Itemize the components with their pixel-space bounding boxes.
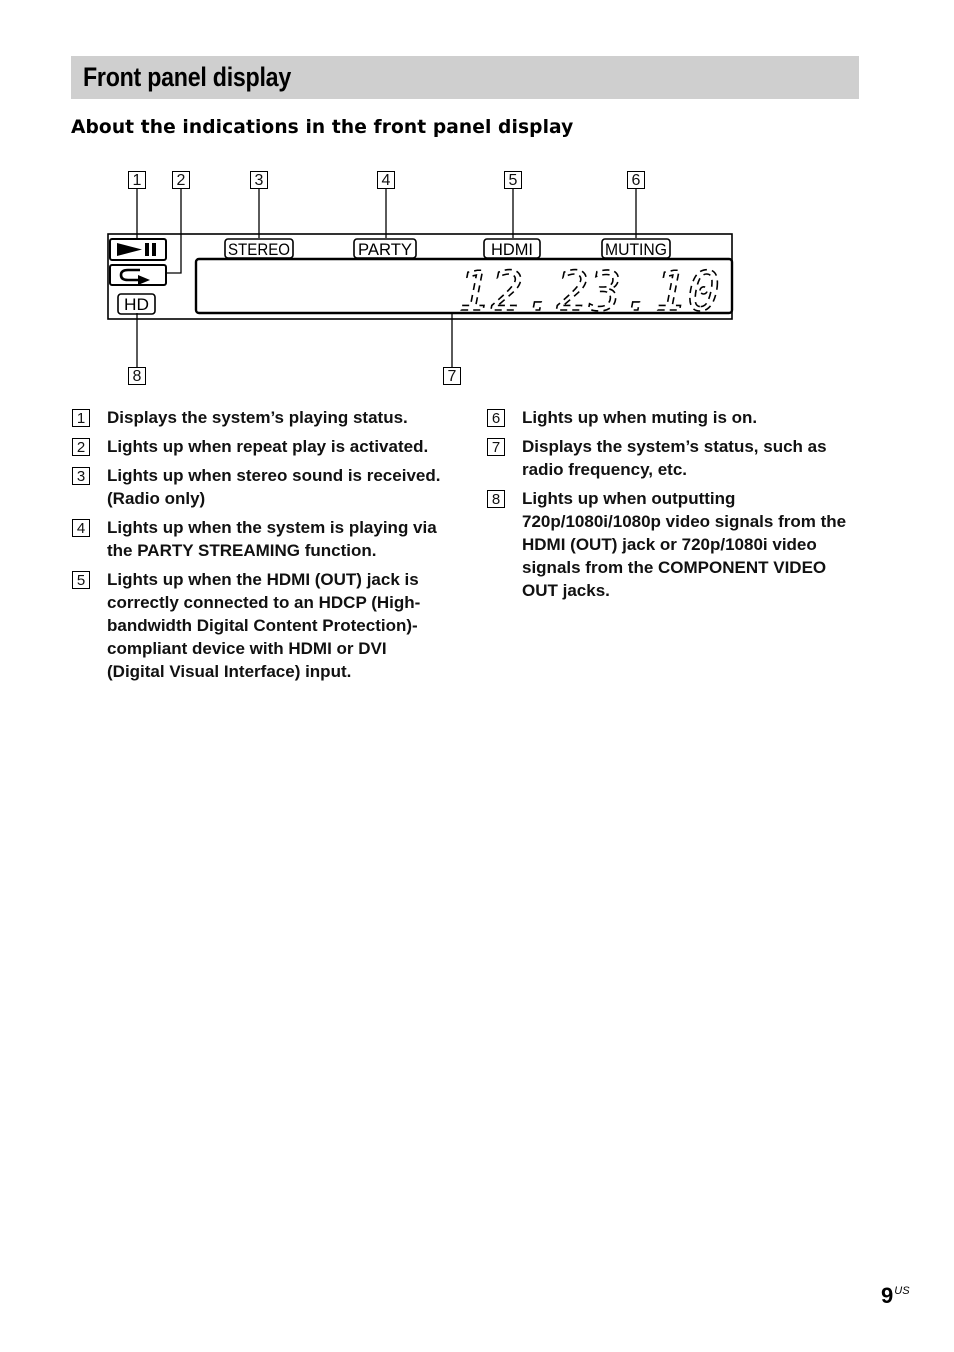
callout-7: 7	[443, 367, 461, 385]
item-number: 7	[487, 438, 505, 456]
item-number: 1	[72, 409, 90, 427]
item-text: Lights up when the system is playing via the PARTY STREAMING function.	[107, 518, 437, 560]
callout-4: 4	[377, 171, 395, 189]
item-number: 4	[72, 519, 90, 537]
item-number: 8	[487, 490, 505, 508]
list-item	[71, 406, 443, 429]
pause-icon	[145, 243, 149, 256]
item-text: Displays the system’s status, such as radio frequency, etc.	[522, 437, 827, 479]
item-number: 5	[72, 571, 90, 589]
descriptions-left	[71, 406, 443, 689]
section-title: Front panel display	[83, 62, 291, 92]
item-number: 2	[72, 438, 90, 456]
page-number-suffix: US	[894, 1285, 910, 1297]
list-item	[486, 406, 858, 429]
section-title-bar	[71, 56, 859, 99]
list-item	[71, 435, 443, 458]
item-text: Lights up when stereo sound is received. (Radio only)	[107, 466, 441, 508]
hd-label: HD	[124, 295, 149, 314]
play-icon	[117, 243, 142, 256]
display-digits: 12.23.10	[458, 260, 720, 323]
item-number: 6	[487, 409, 505, 427]
item-text: Displays the system’s playing status.	[107, 408, 408, 427]
play-pause-indicator	[110, 239, 166, 260]
segment-digits	[458, 260, 720, 323]
list-item	[71, 516, 443, 562]
repeat-icon	[121, 270, 140, 280]
page-number-value: 9	[881, 1283, 894, 1308]
list-item	[486, 435, 858, 481]
item-text: Lights up when the HDMI (OUT) jack is correctly connected to an HDCP (High-bandwidth Digital Content Protection)-compliant device with HDMI or DVI (Digital Visual Interface) input.	[107, 570, 421, 681]
hdmi-label: HDMI	[491, 240, 533, 259]
callout-8: 8	[128, 367, 146, 385]
front-panel-diagram	[0, 160, 954, 400]
stereo-label: STEREO	[228, 240, 290, 259]
item-text: Lights up when muting is on.	[522, 408, 758, 427]
item-text: Lights up when outputting 720p/1080i/1080p video signals from the HDMI (OUT) jack or 720p/1080i video signals from the COMPONENT VIDEO OUT jacks.	[522, 489, 847, 600]
item-text: Lights up when repeat play is activated.	[107, 437, 429, 456]
list-item	[486, 487, 858, 602]
callout-6: 6	[627, 171, 645, 189]
callout-3: 3	[250, 171, 268, 189]
party-label: PARTY	[358, 240, 412, 259]
page-number	[881, 1283, 910, 1309]
callout-1: 1	[128, 171, 146, 189]
item-number: 3	[72, 467, 90, 485]
list-item	[71, 464, 443, 510]
subtitle: About the indications in the front panel display	[71, 116, 574, 138]
callout-5: 5	[504, 171, 522, 189]
callout-2: 2	[172, 171, 190, 189]
repeat-indicator	[110, 265, 166, 285]
list-item	[71, 568, 443, 683]
muting-label: MUTING	[605, 240, 667, 259]
descriptions-right	[486, 406, 858, 608]
